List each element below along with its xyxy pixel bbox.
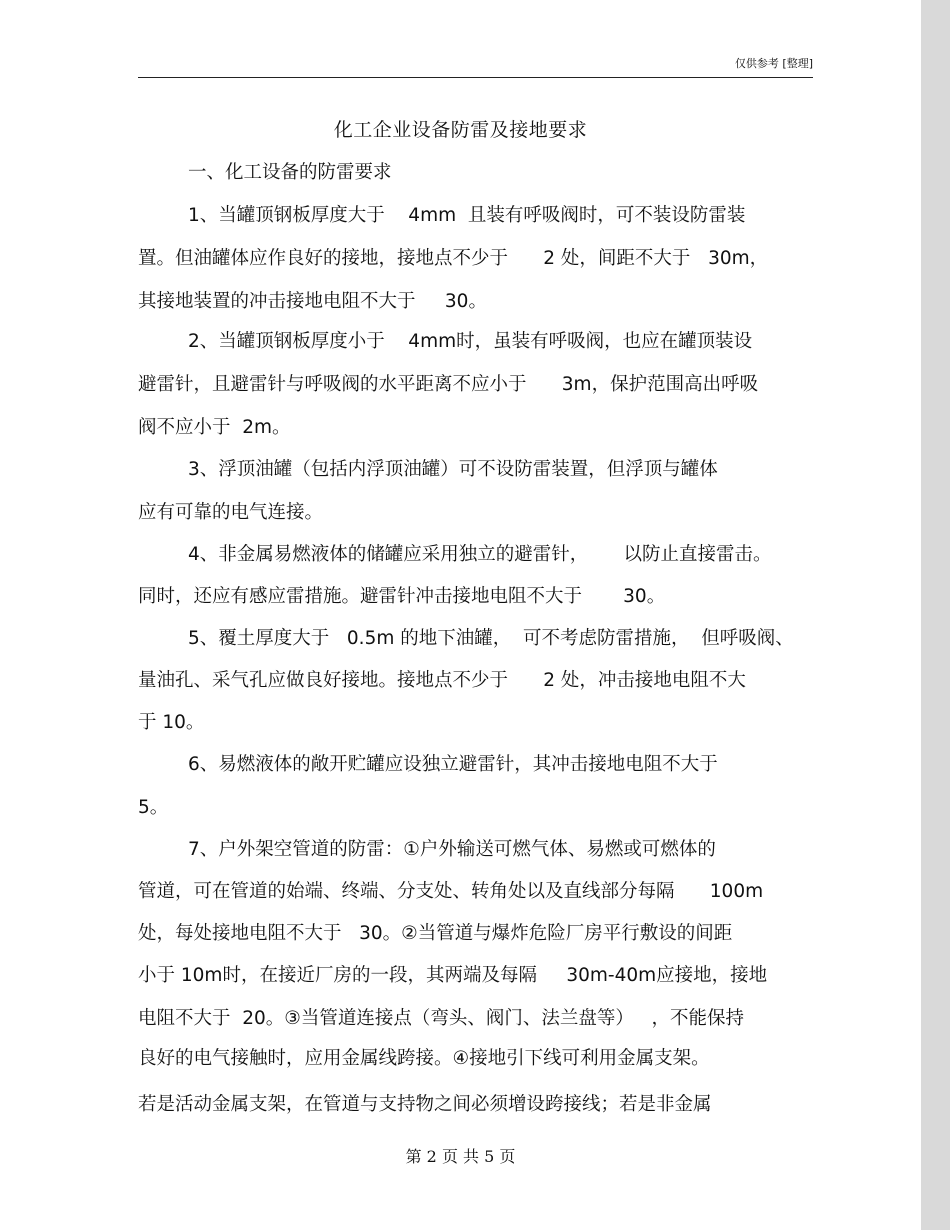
- body-line-11: 5、覆土厚度大于 0.5m 的地下油罐， 可不考虑防雷措施， 但呼吸阀、: [188, 628, 794, 649]
- body-line-17: 管道，可在管道的始端、终端、分支处、转角处以及直线部分每隔 100m: [138, 881, 764, 902]
- body-line-13: 于 10。: [138, 712, 205, 733]
- body-line-18: 处，每处接地电阻不大于 30。②当管道与爆炸危险厂房平行敷设的间距: [138, 923, 733, 944]
- page-footer: 第 2 页 共 5 页: [405, 1147, 516, 1166]
- body-line-21: 良好的电气接触时，应用金属线跨接。④接地引下线可利用金属支架。: [138, 1048, 710, 1069]
- body-line-15: 5。: [138, 797, 169, 818]
- body-line-20: 电阻不大于 20。③当管道连接点（弯头、阀门、法兰盘等） ，不能保持: [138, 1008, 745, 1029]
- body-line-6: 阀不应小于 2m。: [138, 417, 291, 438]
- body-line-12: 量油孔、采气孔应做良好接地。接地点不少于 2 处，冲击接地电阻不大: [138, 670, 746, 691]
- body-line-14: 6、易燃液体的敞开贮罐应设独立避雷针，其冲击接地电阻不大于: [188, 754, 718, 775]
- section-heading: 一、化工设备的防雷要求: [188, 162, 392, 183]
- body-line-16: 7、户外架空管道的防雷：①户外输送可燃气体、易燃或可燃体的: [188, 839, 716, 860]
- body-line-9: 4、非金属易燃液体的储罐应采用独立的避雷针， 以防止直接雷击。: [188, 544, 772, 565]
- body-line-19: 小于 10m时，在接近厂房的一段，其两端及每隔 30m-40m应接地，接地: [138, 965, 768, 986]
- page-header: 仅供参考 [整理]: [138, 55, 813, 78]
- body-line-8: 应有可靠的电气连接。: [138, 502, 324, 523]
- body-line-2: 置。但油罐体应作良好的接地，接地点不少于 2 处，间距不大于 30m，: [138, 248, 769, 269]
- body-line-4: 2、当罐顶钢板厚度小于 4mm时，虽装有呼吸阀，也应在罐顶装设: [188, 331, 753, 352]
- body-line-10: 同时，还应有感应雷措施。避雷针冲击接地电阻不大于 30。: [138, 586, 666, 607]
- body-line-7: 3、浮顶油罐（包括内浮顶油罐）可不设防雷装置，但浮顶与罐体: [188, 459, 718, 480]
- body-line-3: 其接地装置的冲击接地电阻不大于 30。: [138, 291, 487, 312]
- body-line-1: 1、当罐顶钢板厚度大于 4mm 且装有呼吸阀时，可不装设防雷装: [188, 205, 746, 226]
- body-line-5: 避雷针，且避雷针与呼吸阀的水平距离不应小于 3m，保护范围高出呼吸: [138, 374, 759, 395]
- document-title: 化工企业设备防雷及接地要求: [333, 119, 588, 141]
- body-line-22: 若是活动金属支架，在管道与支持物之间必须增设跨接线；若是非金属: [138, 1094, 712, 1115]
